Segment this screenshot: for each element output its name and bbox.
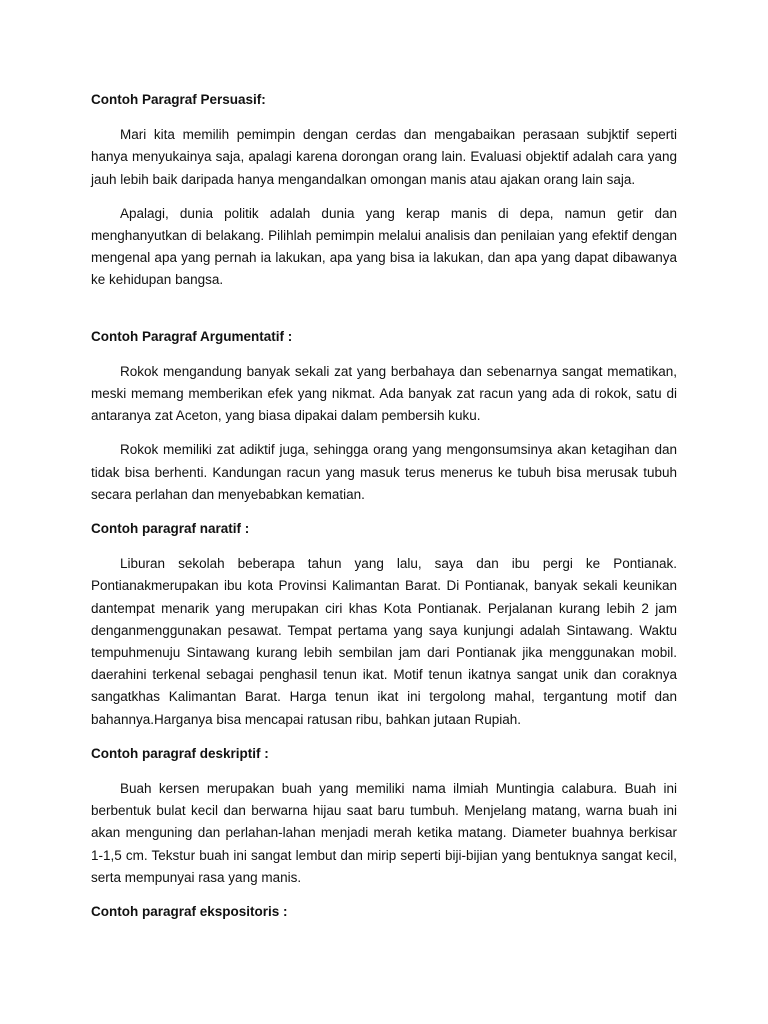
section-heading-argumentatif: Contoh Paragraf Argumentatif : xyxy=(91,328,293,344)
spacer xyxy=(91,731,677,743)
section-heading-persuasif: Contoh Paragraf Persuasif: xyxy=(91,92,266,107)
spacer xyxy=(91,540,677,553)
spacer xyxy=(91,765,677,778)
paragraph: Rokok mengandung banyak sekali zat yang berbahaya dan sebenarnya sangat mematikan, meski memang memberikan efek yang nikmat. Ada banyak zat racun yang ada di rokok, satu di antaranya zat Aceton, yang biasa dipakai dalam pembersih kuku. xyxy=(91,363,677,424)
spacer xyxy=(91,111,677,124)
spacer xyxy=(91,427,677,439)
spacer xyxy=(91,889,677,901)
section-heading-naratif: Contoh paragraf naratif : xyxy=(91,521,250,537)
spacer xyxy=(91,191,677,203)
section-heading-ekspositoris: Contoh paragraf ekspositoris : xyxy=(91,904,288,920)
paragraph: Mari kita memilih pemimpin dengan cerdas dan mengabaikan perasaan subjktif seperti hanya menyukainya saja, apalagi karena dorongan orang lain. Evaluasi objektif adalah cara yang jauh lebih baik daripada hanya mengandalkan omongan manis atau ajakan orang lain saja. xyxy=(91,127,677,187)
spacer xyxy=(91,506,677,518)
spacer xyxy=(91,348,677,361)
paragraph: Liburan sekolah beberapa tahun yang lalu, saya dan ibu pergi ke Pontianak. Pontianakmerupakan ibu kota Provinsi Kalimantan Barat. Di Pontianak, banyak sekali keunikan dantempat menarik yang merupakan ciri khas Kota Pontianak. Perjalanan kurang lebih 2 jam denganmenggunakan pesawat. Tempat pertama yang saya kunjungi adalah Sintawang. Waktu tempuhmenuju Sintawang kurang lebih sembilan jam dari Pontianak jika menggunakan mobil. daerahini terkenal sebagai penghasil tenun ikat. Motif tenun ikatnya sangat unik dan coraknya sangatkhas Kalimantan Barat. Harga tenun ikat ini tergolong mahal, tergantung motif dan bahannya.Harganya bisa mencapai ratusan ribu, bahkan jutaan Rupiah. xyxy=(91,556,677,727)
paragraph: Rokok memiliki zat adiktif juga, sehingga orang yang mengonsumsinya akan ketagihan dan tidak bisa berhenti. Kandungan racun yang masuk terus menerus ke tubuh bisa merusak tubuh secara perlahan dan menyebabkan kematian. xyxy=(91,442,677,502)
document-body xyxy=(91,89,677,923)
spacer xyxy=(91,292,677,326)
section-heading-deskriptif: Contoh paragraf deskriptif : xyxy=(91,745,269,761)
paragraph: Apalagi, dunia politik adalah dunia yang kerap manis di depa, namun getir dan menghanyutkan di belakang. Pilihlah pemimpin melalui analisis dan penilaian yang efektif dengan mengenal apa yang pernah ia lakukan, apa yang bisa ia lakukan, dan apa yang dapat dibawanya ke kehidupan bangsa. xyxy=(91,205,677,288)
paragraph: Buah kersen merupakan buah yang memiliki nama ilmiah Muntingia calabura. Buah ini berbentuk bulat kecil dan berwarna hijau saat baru tumbuh. Menjelang matang, warna buah ini akan menguning dan perlahan-lahan menjadi merah ketika matang. Diameter buahnya berkisar 1-1,5 cm. Tekstur buah ini sangat lembut dan mirip seperti biji-bijian yang bentuknya sangat kecil, serta mempunyai rasa yang manis. xyxy=(91,781,677,885)
